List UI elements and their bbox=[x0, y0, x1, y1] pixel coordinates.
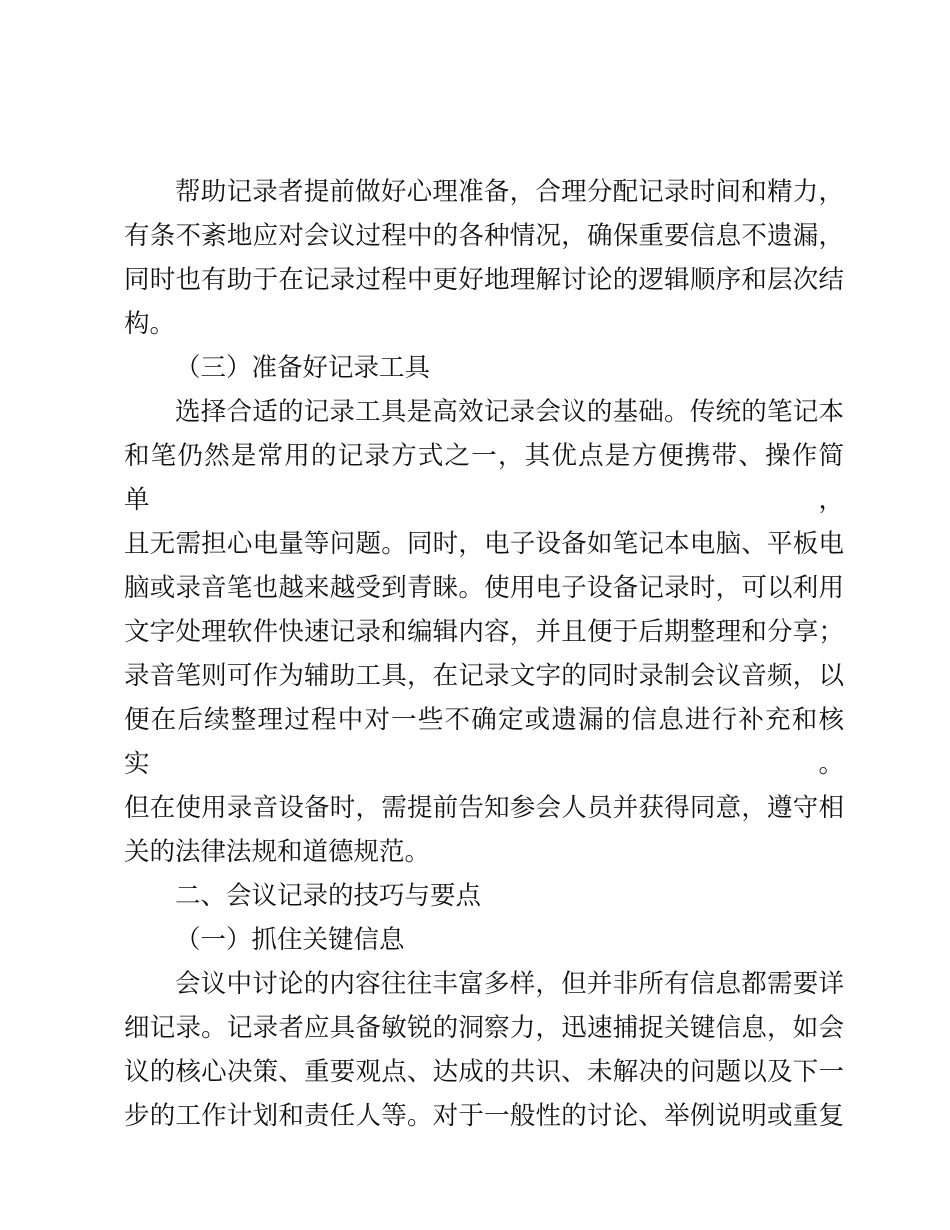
text-line: 脑或录音笔也越来越受到青睐。使用电子设备记录时，可以利用 bbox=[124, 573, 844, 603]
text-line: 便在后续整理过程中对一些不确定或遗漏的信息进行补充和核实。 bbox=[124, 705, 844, 779]
text-line: 关的法律法规和道德规范。 bbox=[124, 837, 431, 867]
text-line: 文字处理软件快速记录和编辑内容，并且便于后期整理和分享； bbox=[124, 617, 844, 647]
text-line: 同时也有助于在记录过程中更好地理解讨论的逻辑顺序和层次结 bbox=[124, 265, 844, 295]
paragraph-preparation-benefits bbox=[124, 170, 844, 346]
subheading-prepare-tools: （三）准备好记录工具 bbox=[175, 353, 431, 383]
text-line: 步的工作计划和责任人等。对于一般性的讨论、举例说明或重复 bbox=[124, 1101, 844, 1131]
text-line: 有条不紊地应对会议过程中的各种情况，确保重要信息不遗漏， bbox=[124, 221, 844, 251]
text-line: 录音笔则可作为辅助工具，在记录文字的同时录制会议音频，以 bbox=[124, 661, 844, 691]
text-line: 会议中讨论的内容往往丰富多样，但并非所有信息都需要详 bbox=[175, 969, 844, 999]
subheading-key-information: （一）抓住关键信息 bbox=[175, 925, 405, 955]
text-line: 议的核心决策、重要观点、达成的共识、未解决的问题以及下一 bbox=[124, 1057, 844, 1087]
text-line: 帮助记录者提前做好心理准备，合理分配记录时间和精力， bbox=[175, 177, 844, 207]
text-line: 选择合适的记录工具是高效记录会议的基础。传统的笔记本 bbox=[175, 397, 844, 427]
text-line: 细记录。记录者应具备敏锐的洞察力，迅速捕捉关键信息，如会 bbox=[124, 1013, 844, 1043]
document-body bbox=[124, 170, 844, 1138]
text-line: 构。 bbox=[124, 309, 176, 339]
text-line: 和笔仍然是常用的记录方式之一，其优点是方便携带、操作简单， bbox=[124, 441, 844, 515]
text-line: 但在使用录音设备时，需提前告知参会人员并获得同意，遵守相 bbox=[124, 793, 844, 823]
section-heading-techniques: 二、会议记录的技巧与要点 bbox=[175, 881, 482, 911]
paragraph-recording-tools bbox=[124, 390, 844, 874]
paragraph-key-information bbox=[124, 962, 844, 1138]
text-line: 且无需担心电量等问题。同时，电子设备如笔记本电脑、平板电 bbox=[124, 529, 844, 559]
